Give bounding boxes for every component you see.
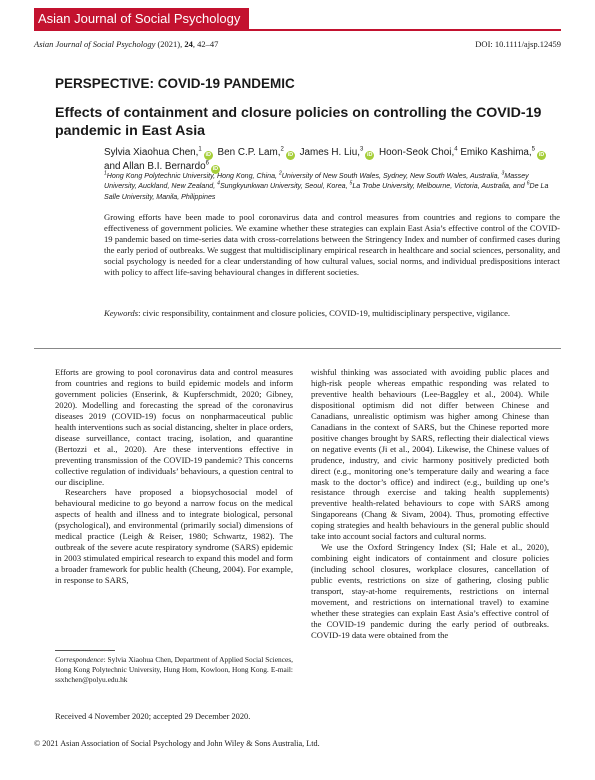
author-name: Hoon-Seok Choi, — [379, 147, 455, 158]
citation-volume: 24 — [184, 39, 193, 49]
orcid-icon[interactable]: iD — [212, 166, 219, 172]
doi[interactable]: DOI: 10.1111/ajsp.12459 — [475, 39, 561, 49]
author-affiliation-marker: 2 — [280, 146, 284, 153]
citation-year: (2021), — [155, 39, 185, 49]
orcid-icon[interactable]: iD — [538, 152, 545, 158]
author-affiliation-marker: 6 — [205, 160, 209, 167]
body-column-right — [311, 367, 549, 641]
affiliation-list — [104, 171, 560, 202]
keywords-label: Keywords — [104, 308, 139, 318]
body-paragraph: We use the Oxford Stringency Index (SI; Hale et al., 2020), combining eight indicators of containment and closure policies (including school closures, workplace closures, cancellation of public events, restrictions on size of gathering, closing public transport, stay-at-home requirements, restrictions on internal movement, and restrictions on international travel) to examine whether these strategies can explain East Asia’s effective control of the COVID-19 pandemic during the early period of outbreaks. COVID-19 data were obtained from the — [311, 542, 549, 640]
abstract: Growing efforts have been made to pool coronavirus data and control measures from countries and regions to compare the effectiveness of government policies. We examine whether these strategies can explain East Asia’s effective control of the COVID-19 pandemic based on time-series data with cross-correlations between the Stringency Index and number of confirmed cases during the early period of outbreaks. We suggest that multidisciplinary empirical research in healthcare and social sciences, personality, and social psychology is needed for a clear understanding of how cultural values, social norms, and individual predispositions interact with policy to affect life-saving behavioural changes in different societies. — [104, 212, 560, 277]
author-name: James H. Liu, — [299, 147, 360, 158]
affiliation-text: Massey University, Auckland, New Zealand, — [104, 172, 529, 191]
abstract-divider — [34, 348, 561, 349]
author-affiliation-marker: 3 — [359, 146, 364, 153]
author — [300, 147, 377, 158]
citation-pages: , 42–47 — [192, 39, 219, 49]
body-paragraph: wishful thinking was associated with avoiding public places and high-risk people whereas empathic responding was related to preventive health behaviours (Lee-Baggley et al., 2004). While dispositional optimism did not differ between Chinese and Canadians, unrealistic optimism was higher among Chinese than Canadians in the context of SARS, but the Chinese reported more positive changes brought by SARS, reflecting their dialectical views on negative events (Ji et al., 2004). Likewise, the Chinese values of prudence, industry, and civic harmony positively predicted both direct (e.g., monitoring one’s temperature daily and wearing a face mask to the doctor’s office) and indirect (e.g., building up one’s resistance through exercise and taking health supplements) preventive health-related behaviours to cope with SARS among Singaporeans (Chang & Sivam, 2004). Thus, promoting effective coping strategies and health behaviours in the general public should take into account social factors and cultural norms. — [311, 367, 549, 542]
citation-journal: Asian Journal of Social Psychology — [34, 39, 156, 49]
author-name: Emiko Kashima, — [460, 147, 532, 158]
author — [379, 147, 460, 158]
author — [218, 147, 297, 158]
journal-banner: Asian Journal of Social Psychology — [34, 8, 249, 29]
affiliation-marker: 2 — [278, 170, 282, 177]
author — [460, 147, 548, 158]
copyright-notice: © 2021 Asian Association of Social Psychology and John Wiley & Sons Australia, Ltd. — [34, 739, 320, 748]
body-paragraph: Researchers have proposed a biopsychosocial model of behavioural medicine to go beyond a narrow focus on the medical aspects of health and illness and to integrate biological, personal (psychological), and environmental (primarily social) dimensions of medical practice (Leigh & Reiser, 1980; Schwartz, 1982). The outbreak of the severe acute respiratory syndrome (SARS) epidemic in 2003 stimulated empirical research to expand this model and form a broader framework for public health (Cheung, 2004). For example, in response to SARS, — [55, 487, 293, 586]
author-affiliation-marker: 4 — [454, 146, 458, 153]
author-affiliation-marker: 1 — [198, 146, 202, 153]
affiliation-marker: 5 — [349, 181, 353, 188]
correspondence-note — [55, 655, 293, 686]
keywords — [104, 308, 560, 319]
affiliation-text: La Trobe University, Melbourne, Victoria, Australia, and — [352, 182, 527, 191]
citation-line — [34, 39, 218, 49]
body-paragraph: Efforts are growing to pool coronavirus data and control measures from countries and regions to build epidemic models and inform government policies (Enserink, & Kupferschmidt, 2020; Gibney, 2020). Modelling and forecasting the spread of the coronavirus diseases 2019 (COVID-19) focus on nonpharmaceutical public health interventions such as social distancing, shelter in place orders, disease surveillance, contact tracing, isolation, and quarantine (Bertozzi et al., 2020). Are these interventions effective in preventing transmission of the COVID-19 pandemic? This concerns collective regulation of individuals’ behaviours, a question central to our discipline. — [55, 367, 293, 487]
affiliation-marker: 4 — [217, 181, 220, 188]
keywords-list: : civic responsibility, containment and closure policies, COVID-19, multidisciplinary perspective, vigilance. — [138, 308, 511, 318]
received-dates: Received 4 November 2020; accepted 29 December 2020. — [55, 712, 251, 721]
affiliation-text: Sungkyunkwan University, Seoul, Korea, — [219, 182, 350, 191]
author-name: and Allan B.I. Bernardo — [104, 161, 206, 172]
orcid-icon[interactable]: iD — [367, 152, 373, 158]
affiliation-marker: 6 — [526, 181, 530, 188]
orcid-icon[interactable]: iD — [287, 152, 294, 158]
author-list — [104, 146, 560, 174]
footnote-rule — [55, 650, 115, 651]
author-name: Ben C.P. Lam, — [217, 147, 281, 158]
author — [104, 147, 215, 158]
author-affiliation-marker: 5 — [531, 146, 536, 153]
article-section-label: PERSPECTIVE: COVID-19 PANDEMIC — [55, 76, 295, 91]
affiliation-text: University of New South Wales, Sydney, New South Wales, Australia, — [281, 172, 502, 180]
paper-title: Effects of containment and closure policies on controlling the COVID-19 pandemic in East Asia — [55, 105, 542, 139]
affiliation-text: Hong Kong Polytechnic University, Hong Kong, China, — [106, 172, 279, 180]
affiliation-text: De La Salle University, Manila, Philippines — [104, 182, 549, 201]
orcid-icon[interactable]: iD — [205, 152, 212, 158]
correspondence-label: Correspondence — [55, 655, 104, 664]
correspondence-text: : Sylvia Xiaohua Chen, Department of Applied Social Sciences, Hong Kong Polytechnic University, Hung Hom, Kowloon, Hong Kong. E-mail: ssxhchen@polyu.edu.hk — [55, 655, 293, 685]
body-column-left — [55, 367, 293, 586]
affiliation-marker: 3 — [501, 170, 505, 177]
journal-header-rule — [34, 29, 561, 31]
author-name: Sylvia Xiaohua Chen, — [104, 147, 199, 158]
affiliation-marker: 1 — [104, 170, 107, 177]
